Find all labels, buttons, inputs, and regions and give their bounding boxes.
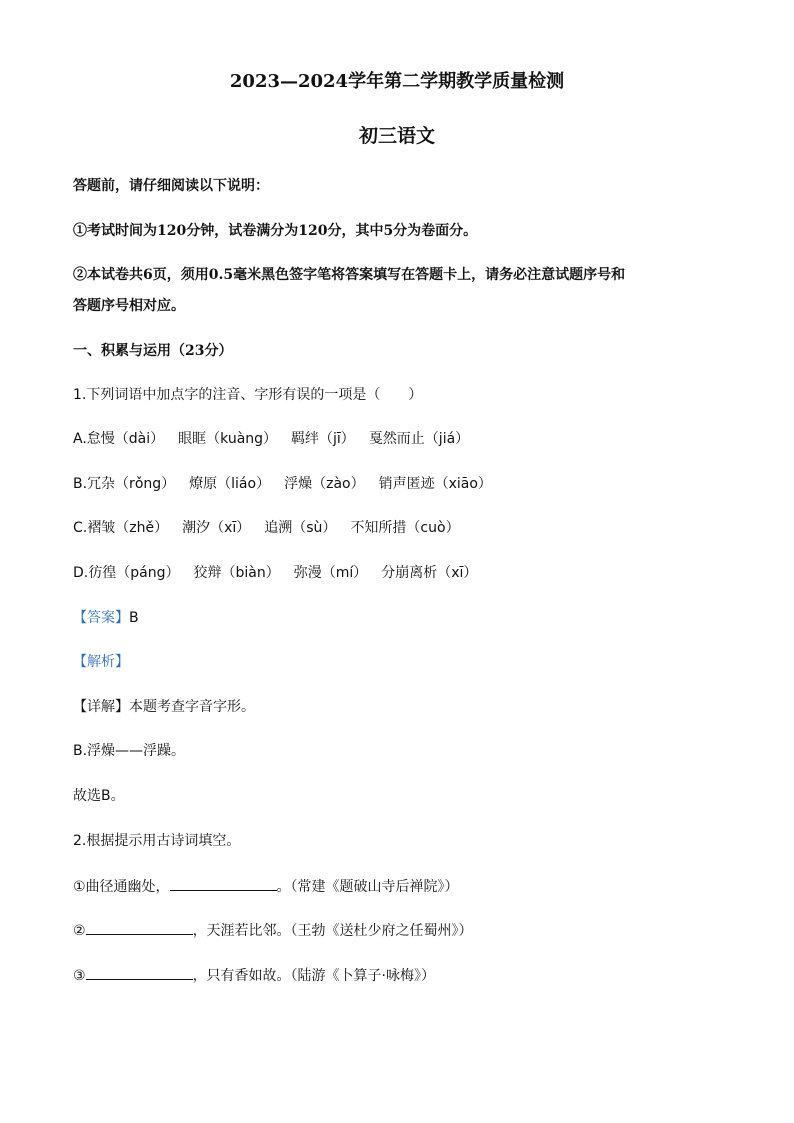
poem-text-before: ③ xyxy=(73,968,86,984)
option-item: 狡辩（biàn） xyxy=(193,565,280,581)
poem-text-before: ①曲径通幽处， xyxy=(73,879,170,895)
fill-blank[interactable] xyxy=(170,875,277,891)
option-label: C. xyxy=(73,520,88,536)
analysis-tag: 【解析】 xyxy=(73,654,129,670)
section-heading: 一、积累与运用（23分） xyxy=(73,343,233,359)
option-item: 燎原（liáo） xyxy=(189,476,271,492)
option-label: B. xyxy=(73,476,88,492)
option-item: 褶皱（zhě） xyxy=(87,520,169,536)
fill-blank[interactable] xyxy=(86,964,193,980)
option-item: 浮燥（zào） xyxy=(284,476,365,492)
option-item: 潮汐（xī） xyxy=(182,520,251,536)
fill-blank[interactable] xyxy=(86,919,193,935)
poem-text-after: 。（常建《题破山寺后禅院》） xyxy=(276,879,459,895)
option-d xyxy=(73,563,491,583)
option-item: 分崩离析（xī） xyxy=(381,565,478,581)
option-b xyxy=(73,474,506,494)
option-item: 不知所措（cuò） xyxy=(350,520,460,536)
poem-line-3 xyxy=(73,964,435,986)
correction-line: B.浮燥——浮躁。 xyxy=(73,743,186,759)
option-a xyxy=(73,429,483,449)
option-item: 销声匿迹（xiāo） xyxy=(378,476,492,492)
option-item: 羁绊（jī） xyxy=(291,431,355,447)
answer-line xyxy=(73,608,139,628)
option-label: D. xyxy=(73,565,89,581)
poem-text-after: ，只有香如故。（陆游《卜算子·咏梅》） xyxy=(192,968,436,984)
option-item: 弥漫（mí） xyxy=(293,565,368,581)
instruction-item-2-line-2: 答题序号相对应。 xyxy=(73,298,185,314)
option-item: 彷徨（páng） xyxy=(88,565,180,581)
poem-line-2 xyxy=(73,919,473,941)
detail-text: 本题考查字音字形。 xyxy=(129,699,255,715)
option-item: 眼眶（kuàng） xyxy=(178,431,278,447)
answer-tag: 【答案】 xyxy=(73,610,129,626)
exam-subtitle: 初三语文 xyxy=(358,125,435,147)
detail-tag: 【详解】 xyxy=(73,699,129,715)
conclusion-line: 故选B。 xyxy=(73,788,125,804)
question-2-stem: 2.根据提示用古诗词填空。 xyxy=(73,833,241,849)
option-item: 追溯（sù） xyxy=(264,520,337,536)
option-item: 戛然而止（jiá） xyxy=(368,431,470,447)
instructions-heading: 答题前，请仔细阅读以下说明： xyxy=(73,178,269,194)
option-c xyxy=(73,518,474,538)
poem-text-after: ，天涯若比邻。（王勃《送杜少府之任蜀州》） xyxy=(192,923,473,939)
poem-line-1 xyxy=(73,875,459,897)
exam-title: 2023—2024学年第二学期教学质量检测 xyxy=(229,71,565,92)
option-label: A. xyxy=(73,431,87,447)
answer-value: B xyxy=(129,610,139,626)
instruction-item-1: ①考试时间为120分钟，试卷满分为120分，其中5分为卷面分。 xyxy=(73,223,478,239)
question-1-stem: 1.下列词语中加点字的注音、字形有误的一项是（ ） xyxy=(73,387,423,403)
detail-line xyxy=(73,697,255,717)
option-item: 怠慢（dài） xyxy=(86,431,165,447)
instruction-item-2-line-1: ②本试卷共6页，须用0.5毫米黑色签字笔将答案填写在答题卡上，请务必注意试题序号和 xyxy=(73,267,626,283)
option-item: 冗杂（rǒng） xyxy=(87,476,176,492)
poem-text-before: ② xyxy=(73,923,86,939)
